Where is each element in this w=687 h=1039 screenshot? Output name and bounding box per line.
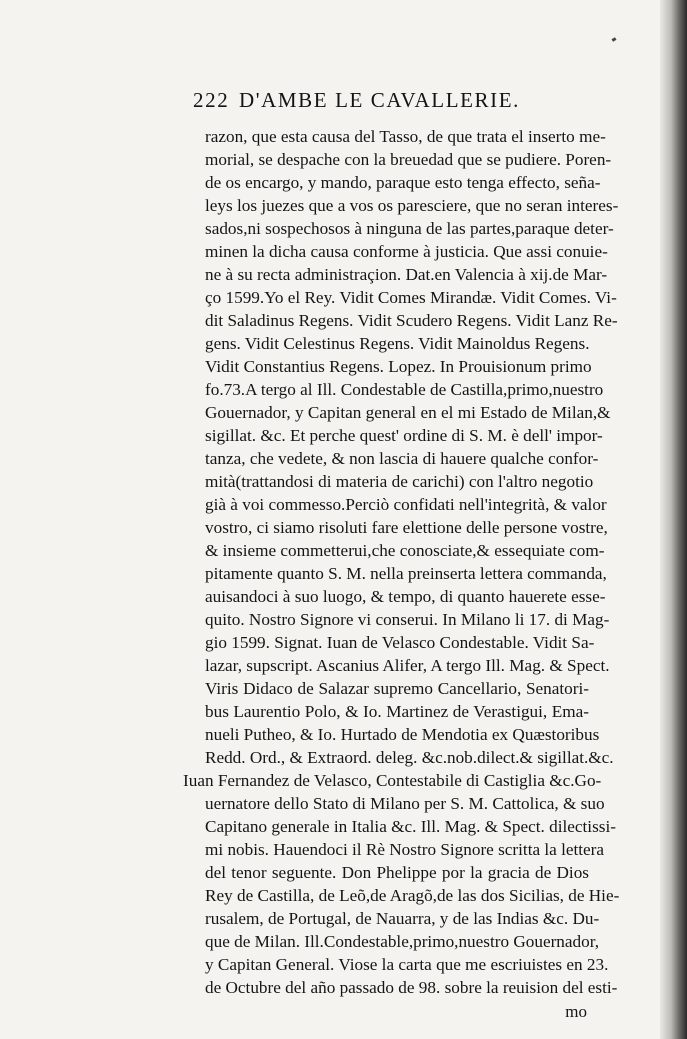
text-line: Vidit Constantius Regens. Lopez. In Prouisionum primo — [205, 357, 592, 376]
text-line: Iuan Fernandez de Velasco, Contestabile di Castiglia &c.Go- — [183, 771, 602, 790]
text-line: gens. Vidit Celestinus Regens. Vidit Mainoldus Regens. — [205, 334, 590, 353]
text-line: Viris Didaco de Salazar supremo Cancellario, Senatori- — [205, 679, 589, 698]
text-line: de Octubre del año passado de 98. sobre la reuision del esti- — [205, 978, 618, 997]
text-line: Gouernador, y Capitan general en el mi Estado de Milan,& — [205, 403, 611, 422]
text-line: Redd. Ord., & Extraord. deleg. &c.nob.dilect.& sigillat.&c. — [205, 748, 614, 767]
text-line: mità(trattandosi di materia de carichi) con l'altro negotio — [205, 472, 594, 491]
text-line: sados,ni sospechosos à ninguna de las partes,paraque deter- — [205, 219, 614, 238]
page-number: 222 — [193, 88, 230, 112]
book-gutter-shadow — [660, 0, 687, 1039]
text-line: ne à su recta administraçion. Dat.en Valencia à xij.de Mar- — [205, 265, 608, 284]
text-line: gio 1599. Signat. Iuan de Velasco Condestable. Vidit Sa- — [205, 633, 595, 652]
text-line: leys los juezes que a vos os paresciere, que no seran interes- — [205, 196, 619, 215]
text-line: Rey de Castilla, de Leõ,de Aragõ,de las dos Sicilias, de Hie- — [205, 886, 620, 905]
text-line: dit Saladinus Regens. Vidit Scudero Regens. Vidit Lanz Re- — [205, 311, 618, 330]
text-line: uernatore dello Stato di Milano per S. M. Cattolica, & suo — [205, 794, 605, 813]
text-line: & insieme commetterui,che conosciate,& essequiate com- — [205, 541, 605, 560]
text-line: auisandoci à suo luogo, & tempo, di quanto hauerete esse- — [205, 587, 606, 606]
text-line: ço 1599.Yo el Rey. Vidit Comes Mirandæ. Vidit Comes. Vi- — [205, 288, 617, 307]
running-header — [193, 88, 533, 116]
catchword: mo — [565, 1002, 587, 1021]
text-line: rusalem, de Portugal, de Nauarra, y de las Indias &c. Du- — [205, 909, 600, 928]
text-line: de os encargo, y mando, paraque esto tenga effecto, seña- — [205, 173, 601, 192]
running-title: D'AMBE LE CAVALLERIE. — [239, 88, 521, 112]
text-line: Capitano generale in Italia &c. Ill. Mag. & Spect. dilectissi- — [205, 817, 616, 836]
text-line: que de Milan. Ill.Condestable,primo,nuestro Gouernador, — [205, 932, 600, 951]
text-line: razon, que esta causa del Tasso, de que trata el inserto me- — [205, 127, 606, 146]
text-line: sigillat. &c. Et perche quest' ordine di S. M. è dell' impor- — [205, 426, 603, 445]
text-line: bus Laurentio Polo, & Io. Martinez de Verastigui, Ema- — [205, 702, 589, 721]
text-line: tanza, che vedete, & non lascia di hauere qualche confor- — [205, 449, 599, 468]
text-line: già à voi commesso.Perciò confidati nell'integrità, & valor — [205, 495, 607, 514]
text-line: nueli Putheo, & Io. Hurtado de Mendotia ex Quæstoribus — [205, 725, 600, 744]
text-line: pitamente quanto S. M. nella preinserta lettera commanda, — [205, 564, 607, 583]
text-line: minen la dicha causa conforme à justicia. Que assi conuie- — [205, 242, 608, 261]
text-line: fo.73.A tergo al Ill. Condestable de Castilla,primo,nuestro — [205, 380, 604, 399]
text-line: quito. Nostro Signore vi conserui. In Milano li 17. di Mag- — [205, 610, 610, 629]
text-line: morial, se despache con la breuedad que se pudiere. Poren- — [205, 150, 612, 169]
text-line: vostro, ci siamo risoluti fare elettione delle persone vostre, — [205, 518, 608, 537]
text-line: mi nobis. Hauendoci il Rè Nostro Signore scritta la lettera — [205, 840, 605, 859]
text-line: del tenor seguente. Don Phelippe por la gracia de Dios — [205, 863, 589, 882]
text-line: lazar, supscript. Ascanius Alifer, A tergo Ill. Mag. & Spect. — [205, 656, 610, 675]
text-line: y Capitan General. Viose la carta que me escriuistes en 23. — [205, 955, 609, 974]
